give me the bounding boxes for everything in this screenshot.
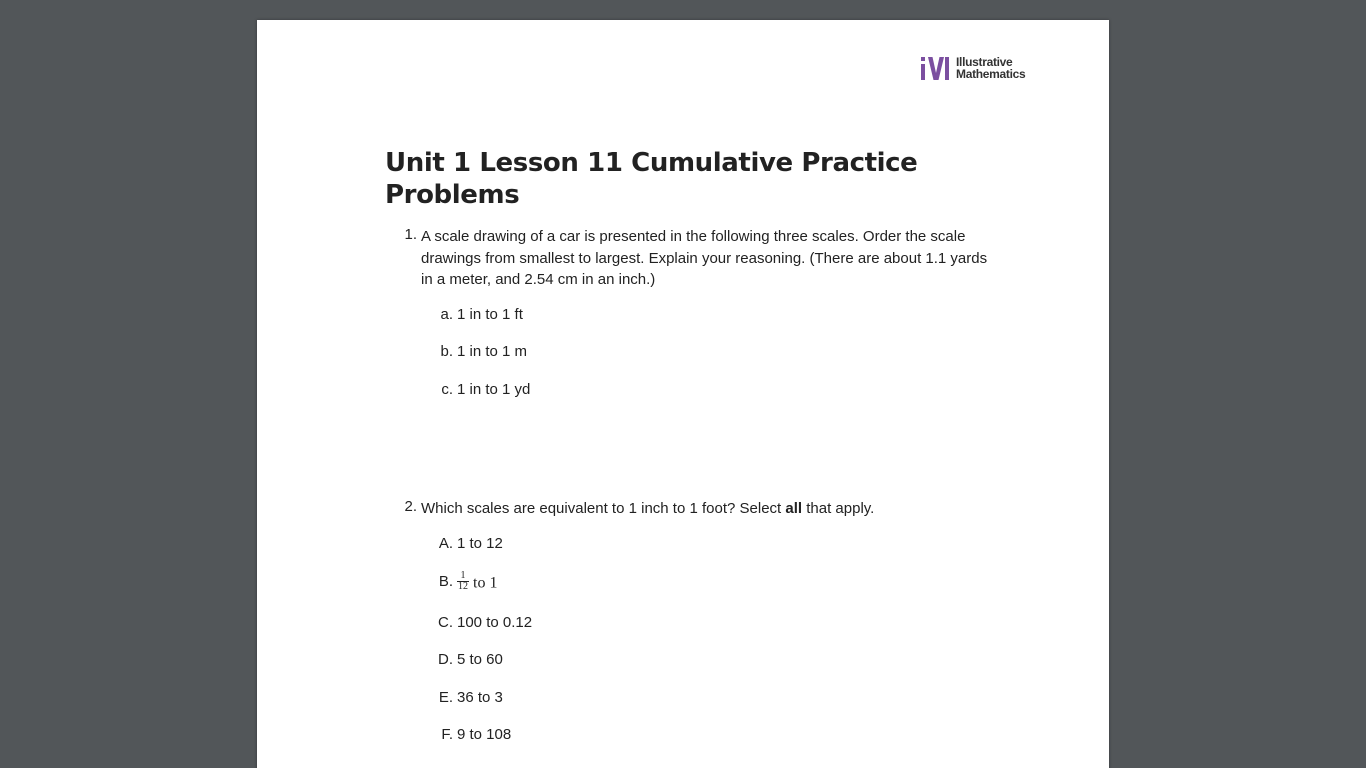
option-text xyxy=(457,570,498,594)
illustrative-mathematics-logo xyxy=(920,54,1025,82)
question-text: A scale drawing of a car is presented in the following three scales. Order the scale drawings from smallest to largest. Explain your reasoning. (There are about 1.1 yards in a meter, and 2.54 cm in an inch.) xyxy=(421,228,988,288)
question-number: 1. xyxy=(404,226,417,243)
logo-line-2: Mathematics xyxy=(956,67,1026,81)
option-letter: F. xyxy=(441,726,453,743)
page-title: Unit 1 Lesson 11 Cumulative Practice Problems xyxy=(385,148,918,210)
option-text: 5 to 60 xyxy=(457,651,503,668)
option-text: 1 to 12 xyxy=(457,535,503,552)
fraction-numerator: 1 xyxy=(457,571,469,582)
option-text: 36 to 3 xyxy=(457,689,503,706)
option-letter: b. xyxy=(440,343,453,360)
option-letter: D. xyxy=(438,651,453,668)
logo-text xyxy=(956,56,1025,80)
document-page xyxy=(257,20,1109,768)
question-number: 2. xyxy=(404,498,417,515)
option-text: 1 in to 1 yd xyxy=(457,381,531,398)
fraction xyxy=(457,571,469,592)
option-text: 100 to 0.12 xyxy=(457,614,533,631)
question-text-start: Which scales are equivalent to 1 inch to 1 foot? Select xyxy=(421,500,786,517)
option-text: 1 in to 1 ft xyxy=(457,306,523,323)
option-text-math: to 1 xyxy=(473,574,498,592)
option-letter: E. xyxy=(438,689,453,706)
option-letter: c. xyxy=(441,381,453,398)
option-letter: a. xyxy=(440,306,453,323)
option-text: 9 to 108 xyxy=(457,726,512,743)
logo-line-1: Illustrative xyxy=(956,55,1013,69)
question-text xyxy=(421,498,1001,520)
question-text-end: that apply. xyxy=(802,500,875,517)
option-letter: A. xyxy=(438,535,453,552)
option-text: 1 in to 1 m xyxy=(457,343,528,360)
im-logo-icon xyxy=(920,55,952,81)
option-letter: C. xyxy=(438,614,453,631)
option-letter: B. xyxy=(438,573,453,590)
question-text-emphasis: all xyxy=(785,500,803,517)
fraction-denominator: 12 xyxy=(458,581,468,592)
